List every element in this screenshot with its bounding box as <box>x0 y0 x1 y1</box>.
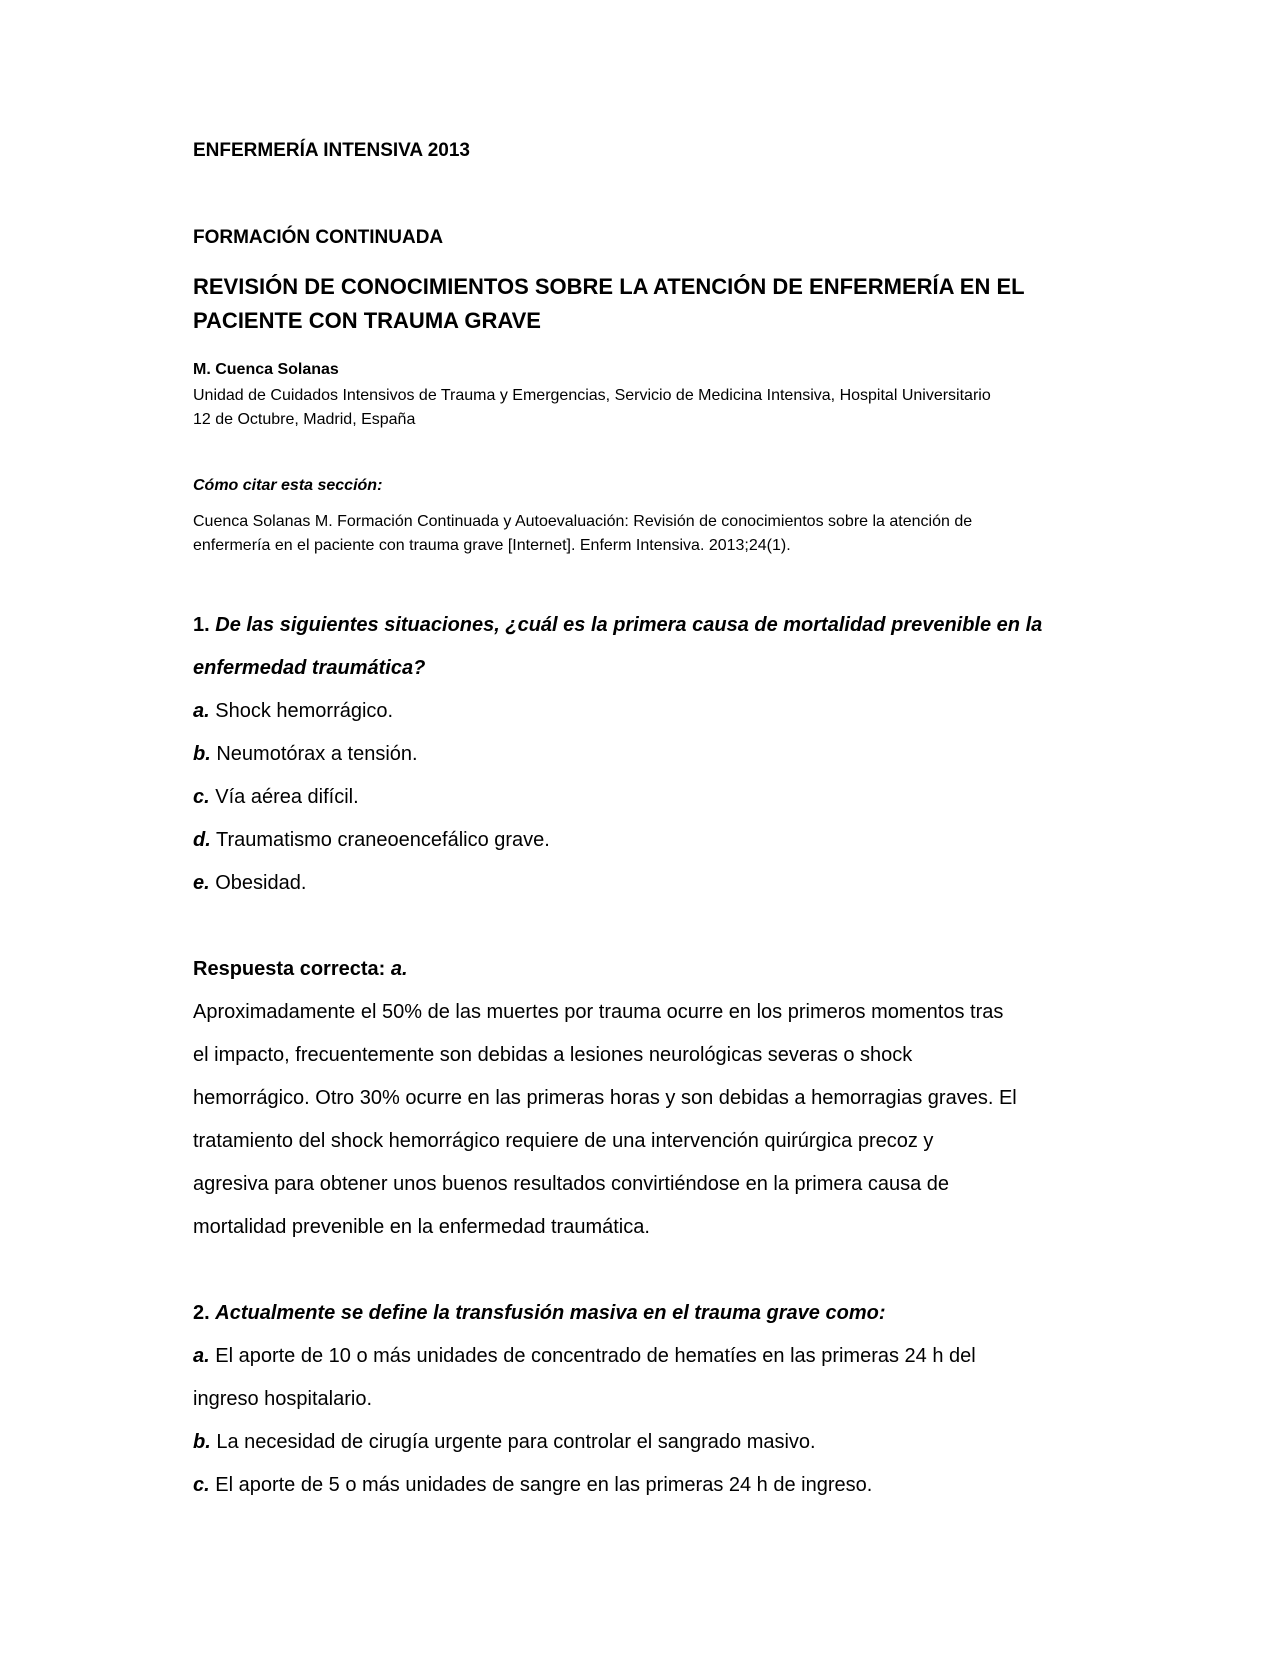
option-letter: e. <box>193 872 210 894</box>
affiliation-line-2: 12 de Octubre, Madrid, España <box>193 411 416 428</box>
option-letter: c. <box>193 1474 210 1496</box>
citation-heading: Cómo citar esta sección: <box>193 477 383 494</box>
option-letter: c. <box>193 786 210 808</box>
option-letter: a. <box>193 1345 210 1367</box>
option-letter: b. <box>193 1431 211 1453</box>
question-text: Actualmente se define la transfusión masiva en el trauma grave como: <box>215 1302 886 1324</box>
citation-line-1: Cuenca Solanas M. Formación Continuada y Autoevaluación: Revisión de conocimientos sobre la atención de <box>193 513 973 530</box>
explanation-line-5: agresiva para obtener unos buenos resultados convirtiéndose en la primera causa de <box>193 1173 950 1195</box>
question-text: De las siguientes situaciones, ¿cuál es la primera causa de mortalidad prevenible en la <box>215 614 1043 636</box>
option-a <box>193 1335 976 1378</box>
article-title-line-1: REVISIÓN DE CONOCIMIENTOS SOBRE LA ATENCIÓN DE ENFERMERÍA EN EL <box>193 274 1025 299</box>
question-number: 2. <box>193 1302 210 1324</box>
option-text: Obesidad. <box>215 872 307 894</box>
option-text: Vía aérea difícil. <box>215 786 359 808</box>
option-c <box>193 776 359 819</box>
article-title-line-2: PACIENTE CON TRAUMA GRAVE <box>193 308 541 333</box>
option-d <box>193 819 550 862</box>
article-title <box>193 270 1093 338</box>
citation-text <box>193 510 1093 558</box>
question-1-text-line-2 <box>193 647 425 690</box>
explanation-line-2: el impacto, frecuentemente son debidas a lesiones neurológicas severas o shock <box>193 1044 913 1066</box>
explanation-line-1: Aproximadamente el 50% de las muertes por trauma ocurre en los primeros momentos tras <box>193 1001 1004 1023</box>
citation-line-2: enfermería en el paciente con trauma grave [Internet]. Enferm Intensiva. 2013;24(1). <box>193 537 791 554</box>
option-text: Shock hemorrágico. <box>215 700 394 722</box>
explanation-line-6: mortalidad prevenible en la enfermedad traumática. <box>193 1216 650 1238</box>
option-text: Neumotórax a tensión. <box>216 743 418 765</box>
correct-answer-letter: a. <box>390 958 408 980</box>
explanation-line-3: hemorrágico. Otro 30% ocurre en las primeras horas y son debidas a hemorragias graves. El <box>193 1087 1017 1109</box>
question-2-text-line-1 <box>193 1292 885 1335</box>
option-text: La necesidad de cirugía urgente para controlar el sangrado masivo. <box>216 1431 816 1453</box>
option-b <box>193 733 418 776</box>
option-letter: a. <box>193 700 210 722</box>
journal-name: ENFERMERÍA INTENSIVA 2013 <box>193 140 470 161</box>
option-e <box>193 862 306 905</box>
option-text: El aporte de 5 o más unidades de sangre en las primeras 24 h de ingreso. <box>215 1474 873 1496</box>
option-text: Traumatismo craneoencefálico grave. <box>215 829 550 851</box>
option-b <box>193 1421 816 1464</box>
correct-answer <box>193 948 408 991</box>
option-a-continuation: ingreso hospitalario. <box>193 1388 372 1410</box>
question-1-text-line-1 <box>193 604 1042 647</box>
option-a <box>193 690 393 733</box>
author-affiliation <box>193 384 1093 432</box>
author-name: M. Cuenca Solanas <box>193 361 339 378</box>
question-number: 1. <box>193 614 210 636</box>
option-letter: d. <box>193 829 211 851</box>
correct-answer-label: Respuesta correcta: <box>193 958 386 980</box>
question-text: enfermedad traumática? <box>193 657 426 679</box>
explanation-line-4: tratamiento del shock hemorrágico requiere de una intervención quirúrgica precoz y <box>193 1130 934 1152</box>
option-letter: b. <box>193 743 211 765</box>
option-c <box>193 1464 872 1507</box>
section-heading: FORMACIÓN CONTINUADA <box>193 227 444 248</box>
affiliation-line-1: Unidad de Cuidados Intensivos de Trauma y Emergencias, Servicio de Medicina Intensiva, Hospital Universitario <box>193 387 991 404</box>
option-text: El aporte de 10 o más unidades de concentrado de hematíes en las primeras 24 h del <box>215 1345 976 1367</box>
